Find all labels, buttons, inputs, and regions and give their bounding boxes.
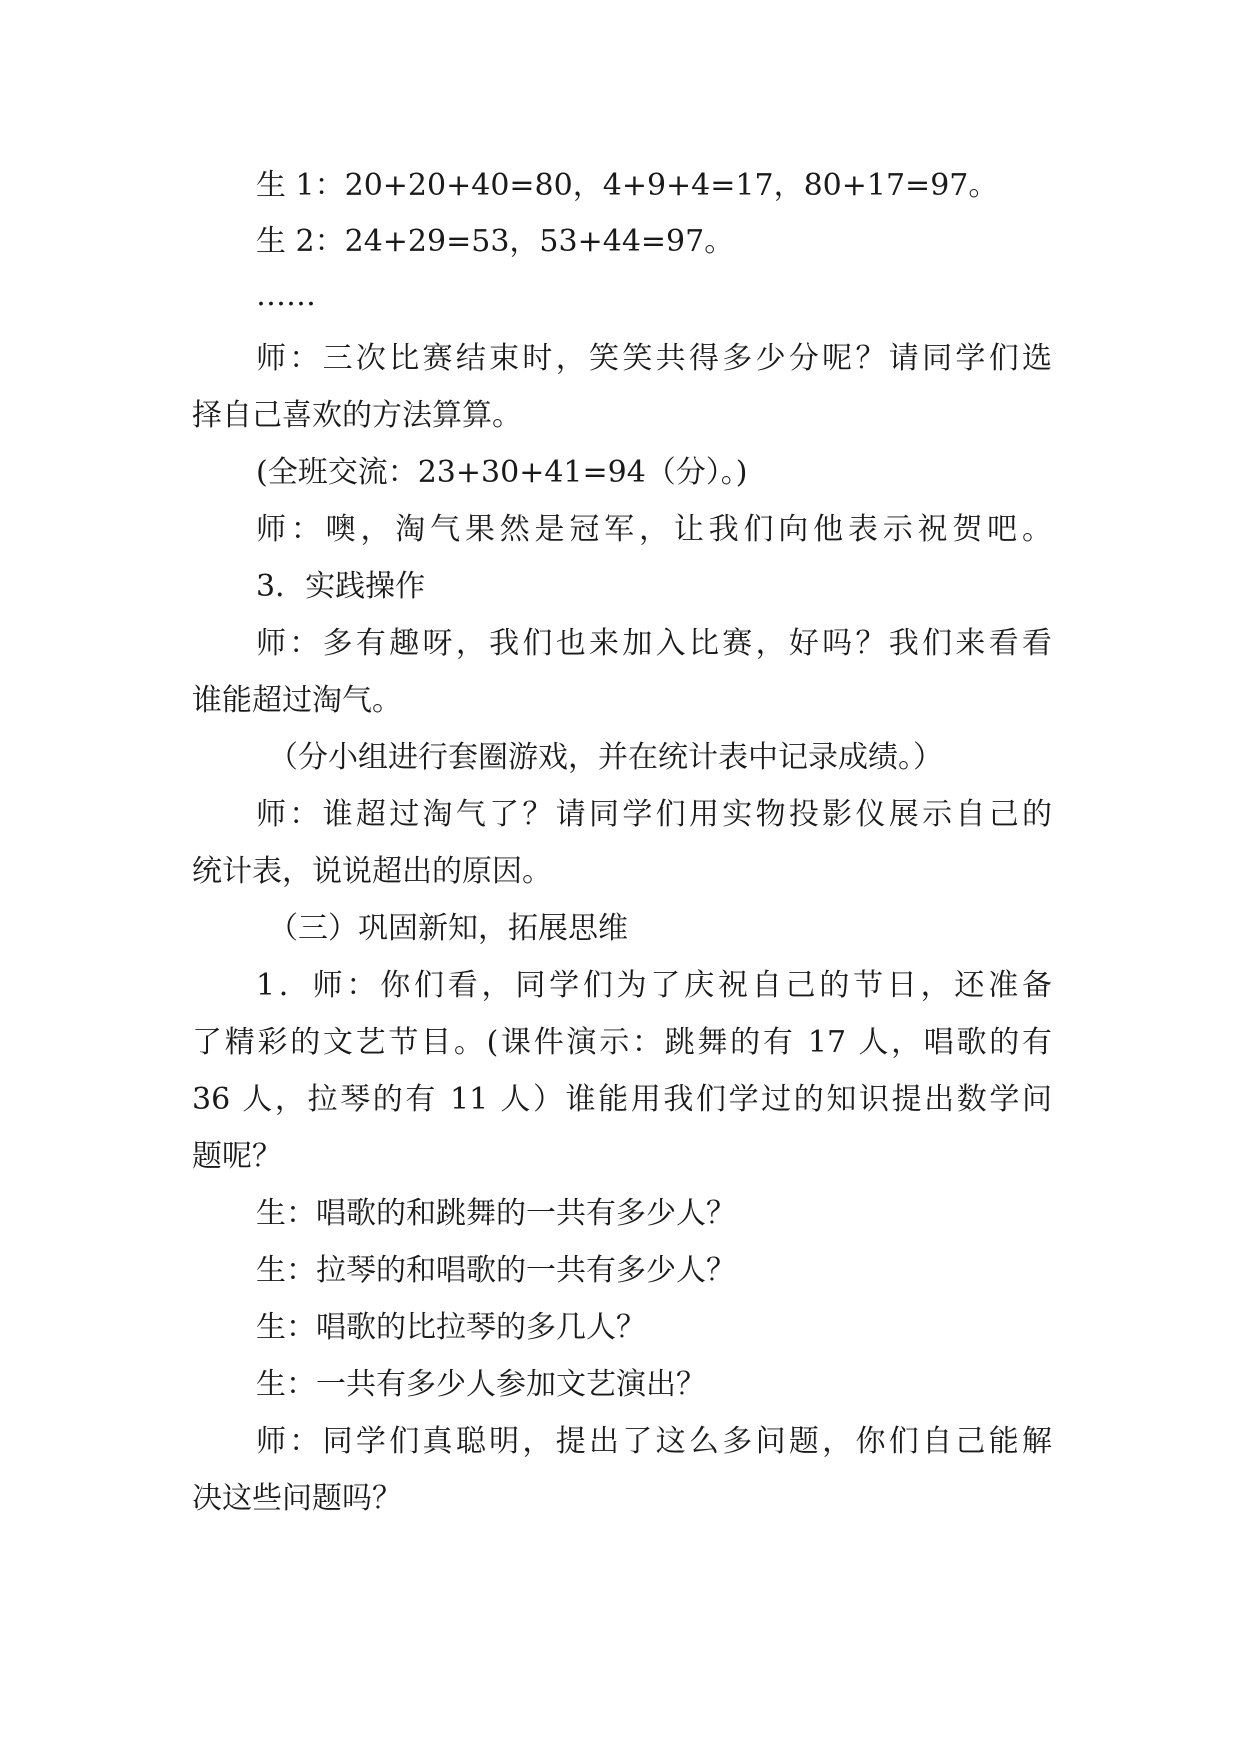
text-line-student-q2: 生：拉琴的和唱歌的一共有多少人？ (256, 1253, 736, 1288)
text-line-student2-calc: 生 2：24+29=53，53+44=97。 (256, 224, 735, 259)
text-line-student-q3: 生：唱歌的比拉琴的多几人？ (256, 1310, 646, 1345)
text-line-teacher-question-2: 择自己喜欢的方法算算。 (192, 398, 522, 433)
text-line-group-activity: （分小组进行套圈游戏，并在统计表中记录成绩。） (268, 740, 943, 775)
text-line-teacher-congrats: 师：噢，淘气果然是冠军，让我们向他表示祝贺吧。 (256, 512, 1052, 547)
text-line-teacher-praise-1: 师：同学们真聪明，提出了这么多问题，你们自己能解 (256, 1424, 1052, 1459)
text-line-ellipsis: …… (256, 278, 316, 313)
text-line-teacher-who-2: 统计表，说说超出的原因。 (192, 854, 552, 889)
text-line-teacher-show-3: 36 人，拉琴的有 11 人）谁能用我们学过的知识提出数学问 (192, 1082, 1052, 1117)
section-heading-consolidate: （三）巩固新知，拓展思维 (268, 911, 628, 946)
text-line-teacher-show-1: 1．师：你们看，同学们为了庆祝自己的节日，还准备 (256, 968, 1052, 1003)
text-line-student-q1: 生：唱歌的和跳舞的一共有多少人？ (256, 1196, 736, 1231)
text-line-teacher-join-1: 师：多有趣呀，我们也来加入比赛，好吗？我们来看看 (256, 626, 1052, 661)
text-line-teacher-who-1: 师：谁超过淘气了？请同学们用实物投影仪展示自己的 (256, 797, 1052, 832)
text-line-student-q4: 生：一共有多少人参加文艺演出？ (256, 1367, 706, 1402)
text-line-teacher-show-2: 了精彩的文艺节目。(课件演示：跳舞的有 17 人，唱歌的有 (192, 1025, 1052, 1060)
text-line-teacher-show-4: 题呢？ (192, 1139, 282, 1174)
text-line-teacher-join-2: 谁能超过淘气。 (192, 683, 402, 718)
text-line-teacher-question-1: 师：三次比赛结束时，笑笑共得多少分呢？请同学们选 (256, 341, 1052, 376)
section-heading-practice: 3．实践操作 (256, 569, 426, 604)
text-line-student1-calc: 生 1：20+20+40=80，4+9+4=17，80+17=97。 (256, 168, 999, 203)
text-line-class-exchange: (全班交流：23+30+41=94（分）。) (256, 455, 748, 490)
text-line-teacher-praise-2: 决这些问题吗？ (192, 1481, 402, 1516)
